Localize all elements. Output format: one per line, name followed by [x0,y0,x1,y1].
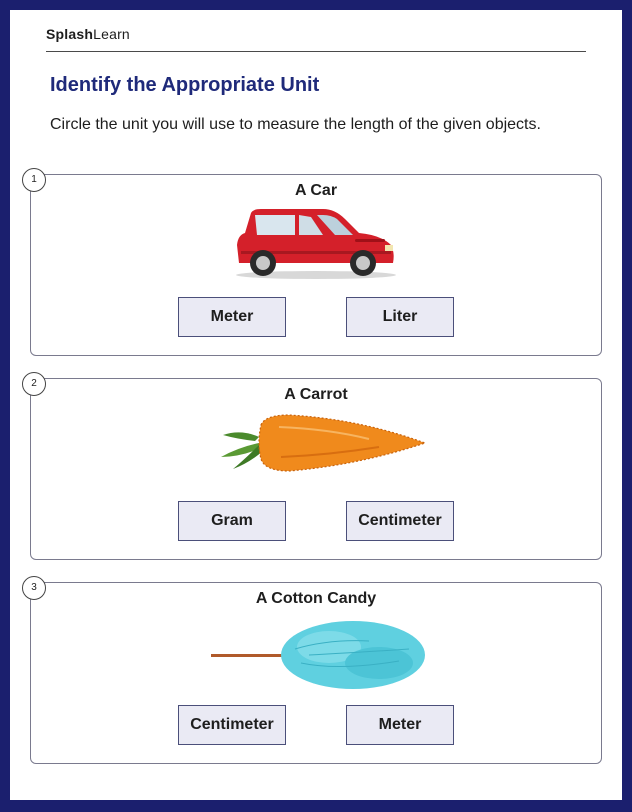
red-car-icon [231,205,401,281]
question-number: 1 [22,168,46,192]
option-liter-button[interactable]: Liter [346,297,454,337]
question-number: 2 [22,372,46,396]
object-label: A Car [294,182,338,199]
worksheet-page [10,10,622,800]
object-label: A Carrot [284,386,348,403]
header-divider [46,51,586,52]
option-meter-button[interactable]: Meter [178,297,286,337]
question-number: 3 [22,576,46,600]
splashlearn-logo: SplashLearn [46,26,130,42]
question-card-2 [30,378,602,560]
question-card-1 [30,174,602,356]
cotton-candy-icon [209,619,429,695]
option-centimeter-button[interactable]: Centimeter [346,501,454,541]
worksheet-title: Identify the Appropriate Unit [50,74,320,96]
option-gram-button[interactable]: Gram [178,501,286,541]
option-centimeter-button[interactable]: Centimeter [178,705,286,745]
option-meter-button[interactable]: Meter [346,705,454,745]
instruction-text: Circle the unit you will use to measure the length of the given objects. [50,116,541,133]
carrot-icon [219,413,429,475]
object-label: A Cotton Candy [255,590,377,607]
question-card-3 [30,582,602,764]
